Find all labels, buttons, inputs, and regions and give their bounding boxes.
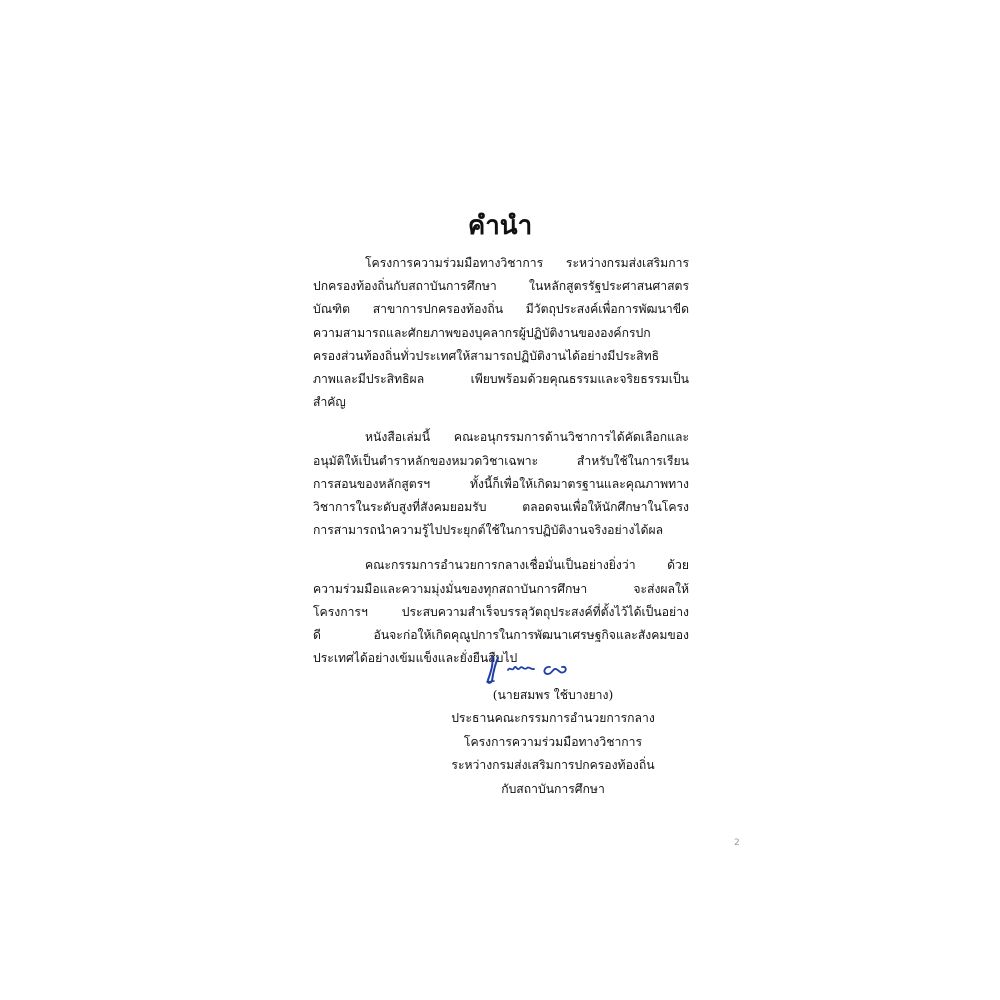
text-line: ดี อันจะก่อให้เกิดคุณูปการในการพัฒนาเศรษฐกิจและสังคมของ bbox=[313, 628, 689, 643]
text-line: หนังสือเล่มนี้ คณะอนุกรรมการด้านวิชาการได้คัดเลือกและ bbox=[365, 430, 689, 445]
signatory-position: กับสถาบันการศึกษา bbox=[501, 781, 605, 796]
text-line: คณะกรรมการอำนวยการกลางเชื่อมั่นเป็นอย่างยิ่งว่า ด้วย bbox=[365, 558, 689, 573]
foreword-body bbox=[313, 252, 689, 682]
page-title: คำนำ bbox=[467, 211, 533, 241]
page-number: 2 bbox=[734, 838, 740, 848]
text-line: การสามารถนำความรู้ไปประยุกต์ใช้ในการปฏิบัติงานจริงอย่างได้ผล bbox=[313, 523, 664, 538]
signatory-name: (นายสมพร ใช้บางยาง) bbox=[492, 688, 614, 702]
signatory-position: โครงการความร่วมมือทางวิชาการ bbox=[463, 734, 643, 749]
paragraph-2 bbox=[313, 426, 689, 542]
text-line: ความสามารถและศักยภาพของบุคลากรผู้ปฏิบัติงานขององค์กรปก bbox=[313, 325, 651, 340]
text-line: ความร่วมมือและความมุ่งมั่นของทุกสถาบันการศึกษา จะส่งผลให้ bbox=[313, 581, 689, 596]
text-line: โครงการฯ ประสบความสำเร็จบรรลุวัตถุประสงค์ที่ตั้งไว้ได้เป็นอย่าง bbox=[313, 604, 689, 619]
paragraph-1 bbox=[313, 252, 689, 414]
text-line: ครองส่วนท้องถิ่นทั่วประเทศให้สามารถปฏิบัติงานได้อย่างมีประสิทธิ bbox=[313, 348, 660, 363]
text-line: บัณฑิต สาขาการปกครองท้องถิ่น มีวัตถุประสงค์เพื่อการพัฒนาขีด bbox=[313, 302, 689, 317]
signatory-position: ประธานคณะกรรมการอำนวยการกลาง bbox=[451, 711, 655, 726]
signatory-block bbox=[380, 684, 726, 801]
signatory-position: ระหว่างกรมส่งเสริมการปกครองท้องถิ่น bbox=[451, 758, 655, 773]
text-line: โครงการความร่วมมือทางวิชาการ ระหว่างกรมส่งเสริมการ bbox=[365, 256, 689, 270]
text-line: อนุมัติให้เป็นตำราหลักของหมวดวิชาเฉพาะ สำหรับใช้ในการเรียน bbox=[313, 453, 689, 468]
text-line: วิชาการในระดับสูงที่สังคมยอมรับ ตลอดจนเพื่อให้นักศึกษาในโครง bbox=[313, 500, 689, 515]
text-line: ภาพและมีประสิทธิผล เพียบพร้อมด้วยคุณธรรมและจริยธรรมเป็น bbox=[313, 372, 689, 387]
text-line: สำคัญ bbox=[313, 395, 346, 410]
text-line: ประเทศได้อย่างเข้มแข็งและยั่งยืนสืบไป bbox=[313, 651, 518, 666]
text-line: ปกครองท้องถิ่นกับสถาบันการศึกษา ในหลักสูตรรัฐประศาสนศาสตร bbox=[313, 279, 689, 294]
text-line: การสอนของหลักสูตรฯ ทั้งนี้ก็เพื่อให้เกิดมาตรฐานและคุณภาพทาง bbox=[313, 476, 689, 491]
